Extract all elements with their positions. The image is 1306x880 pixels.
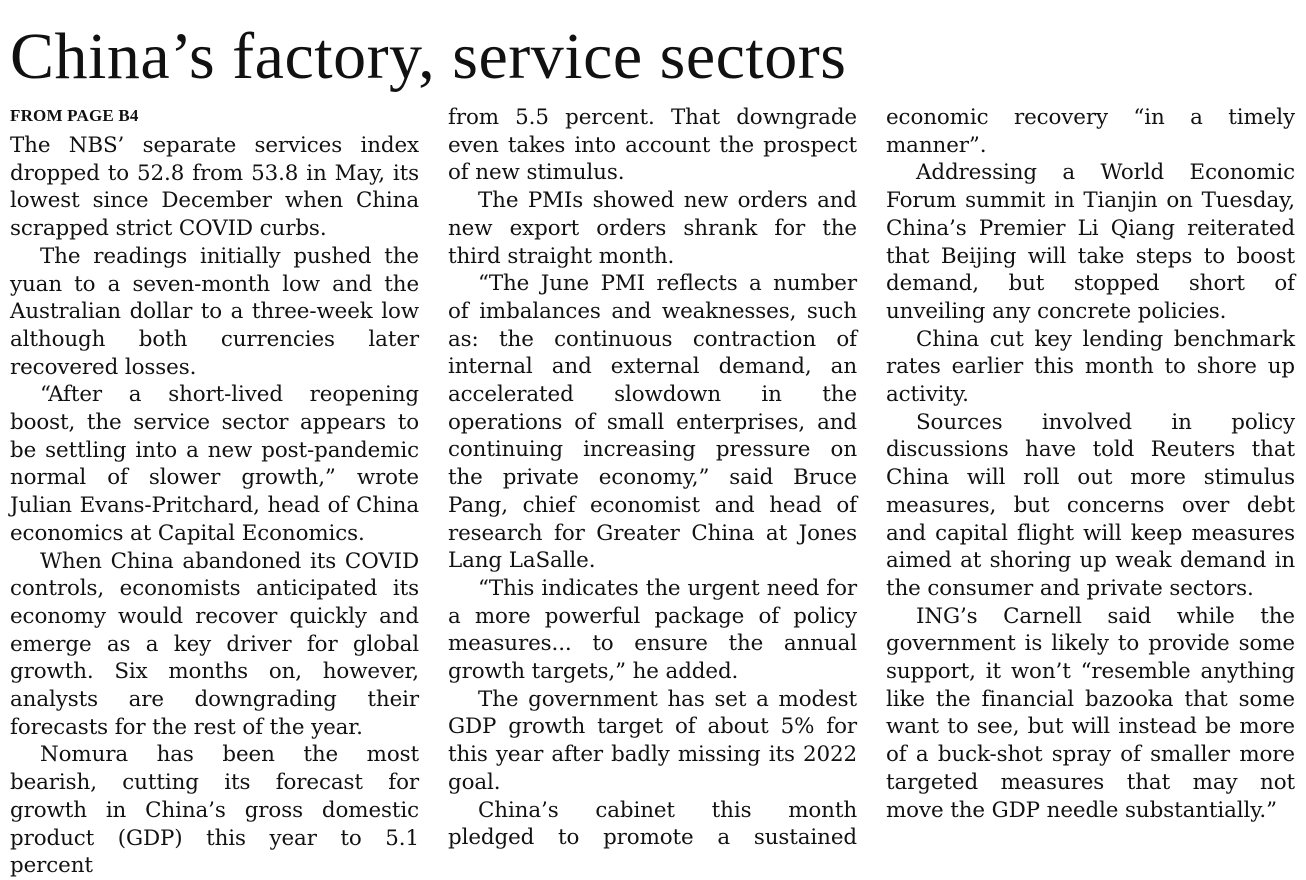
paragraph: When China abandoned its COVID controls, economists anticipated its economy would recover quickly and emerge as a key driver for global growth. Six months on, however, analysts are downgrading their forecasts for the rest of the year. [10, 548, 419, 740]
paragraph: Addressing a World Economic Forum summit in Tianjin on Tuesday, China’s Premier Li Qiang reiterated that Beijing will take steps to boost demand, but stopped short of unveiling any concrete policies. [886, 160, 1295, 324]
paragraph: “This indicates the urgent need for a more powerful package of policy measures... to ensure the annual growth targets,” he added. [448, 575, 857, 685]
article-column-1 [10, 132, 419, 880]
paragraph: ING’s Carnell said while the government is likely to provide some support, it won’t “resemble anything like the financial bazooka that some want to see, but will instead be more of a buck-shot spray of smaller more targeted measures that may not move the GDP needle substantially.” [886, 603, 1295, 823]
paragraph: The NBS’ separate services index dropped to 52.8 from 53.8 in May, its lowest since December when China scrapped strict COVID curbs. [10, 133, 419, 242]
continuation-kicker: FROM PAGE B4 [10, 106, 139, 125]
paragraph: The readings initially pushed the yuan to a seven-month low and the Australian dollar to a three-week low although both currencies later recovered losses. [10, 243, 419, 380]
paragraph: China’s cabinet this month pledged to promote a sustained [448, 797, 857, 851]
paragraph: “The June PMI reflects a number of imbalances and weaknesses, such as: the continuous contraction of internal and external demand, an accelerated slowdown in the operations of small enterprises, and continuing increasing pressure on the private economy,” said Bruce Pang, chief economist and head of research for Greater China at Jones Lang LaSalle. [448, 271, 857, 574]
paragraph: from 5.5 percent. That downgrade even takes into account the prospect of new stimulus. [448, 105, 857, 186]
paragraph: The PMIs showed new orders and new export orders shrank for the third straight month. [448, 188, 857, 269]
paragraph: “After a short-lived reopening boost, the service sector appears to be settling into a new post-pandemic normal of slower growth,” wrote Julian Evans-Pritchard, head of China economics at Capital Economics. [10, 382, 419, 546]
article-column-2 [448, 104, 857, 852]
article-column-3 [886, 104, 1295, 824]
headline: China’s factory, service sectors [10, 20, 847, 93]
paragraph: China cut key lending benchmark rates earlier this month to shore up activity. [886, 326, 1295, 408]
paragraph: The government has set a modest GDP growth target of about 5% for this year after badly missing its 2022 goal. [448, 686, 857, 795]
paragraph: Sources involved in policy discussions have told Reuters that China will roll out more stimulus measures, but concerns over debt and capital flight will keep measures aimed at shoring up weak demand in the consumer and private sectors. [886, 409, 1295, 601]
paragraph: Nomura has been the most bearish, cutting its forecast for growth in China’s gross domestic product (GDP) this year to 5.1 percent [10, 742, 419, 879]
paragraph: economic recovery “in a timely manner”. [886, 105, 1295, 158]
